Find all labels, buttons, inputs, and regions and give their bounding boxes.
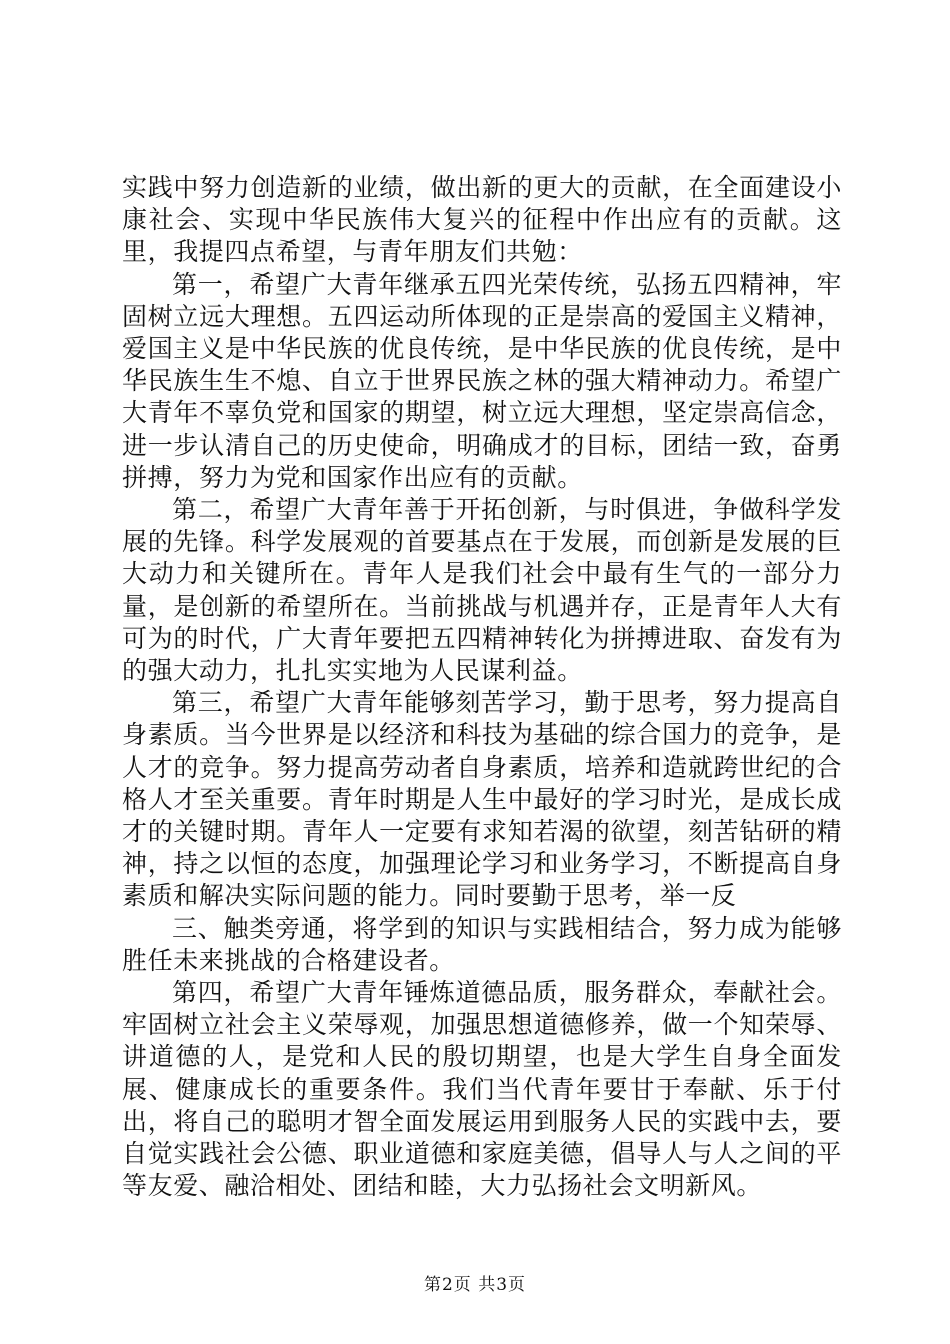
page-number-footer: 第2页 共3页: [423, 1275, 527, 1295]
paragraph-fourth-hope: 第四，希望广大青年锤炼道德品质，服务群众，奉献社会。牢固树立社会主义荣辱观，加强思想道德修养，做一个知荣辱、讲道德的人，是党和人民的殷切期望，也是大学生自身全面发展、健康成长的重要条件。我们当代青年要甘于奉献、乐于付出，将自己的聪明才智全面发展运用到服务人民的实践中去，要自觉实践社会公德、职业道德和家庭美德，倡导人与人之间的平等友爱、融洽相处、团结和睦，大力弘扬社会文明新风。: [122, 978, 842, 1201]
paragraph-third-hope: 第三，希望广大青年能够刻苦学习，勤于思考，努力提高自身素质。当今世界是以经济和科技为基础的综合国力的竞争，是人才的竞争。努力提高劳动者自身素质，培养和造就跨世纪的合格人才至关重要。青年时期是人生中最好的学习时光，是成长成才的关键时期。青年人一定要有求知若渴的欲望，刻苦钻研的精神，持之以恒的态度，加强理论学习和业务学习，不断提高自身素质和解决实际问题的能力。同时要勤于思考，举一反: [122, 688, 842, 911]
paragraph-third-hope-continued: 三、触类旁通，将学到的知识与实践相结合，努力成为能够胜任未来挑战的合格建设者。: [122, 913, 842, 975]
paragraph-first-hope: 第一，希望广大青年继承五四光荣传统，弘扬五四精神，牢固树立远大理想。五四运动所体现的正是崇高的爱国主义精神，爱国主义是中华民族的优良传统，是中华民族的优良传统，是中华民族生生不熄、自立于世界民族之林的强大精神动力。希望广大青年不辜负党和国家的期望，树立远大理想，坚定崇高信念，进一步认清自己的历史使命，明确成才的目标，团结一致，奋勇拼搏，努力为党和国家作出应有的贡献。: [122, 269, 842, 492]
paragraph-intro: 实践中努力创造新的业绩，做出新的更大的贡献，在全面建设小康社会、实现中华民族伟大复兴的征程中作出应有的贡献。这里，我提四点希望，与青年朋友们共勉：: [122, 173, 842, 267]
document-body: [122, 172, 842, 1203]
paragraph-second-hope: 第二，希望广大青年善于开拓创新，与时俱进，争做科学发展的先锋。科学发展观的首要基点在于发展，而创新是发展的巨大动力和关键所在。青年人是我们社会中最有生气的一部分力量，是创新的希望所在。当前挑战与机遇并存，正是青年人大有可为的时代，广大青年要把五四精神转化为拼搏进取、奋发有为的强大动力，扎扎实实地为人民谋利益。: [122, 495, 842, 686]
